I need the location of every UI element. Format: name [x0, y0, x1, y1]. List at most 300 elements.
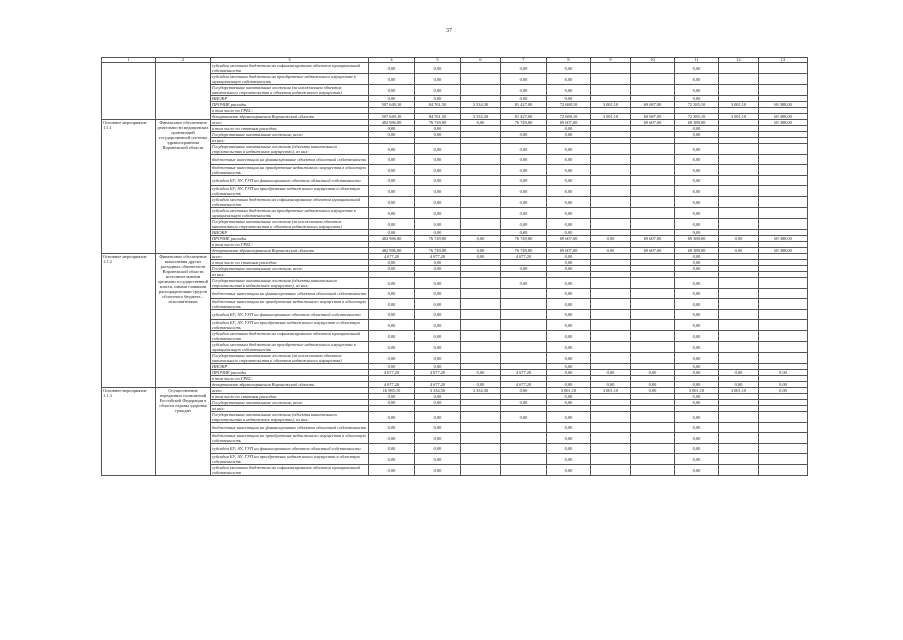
expense-label-cell: бюджетные инвестиции на приобретение недвижимого имущества в областную собственность [211, 299, 369, 310]
value-cell [719, 444, 759, 454]
value-cell: 0,00 [547, 254, 591, 260]
value-cell: 0,00 [631, 382, 675, 388]
value-cell: 0,00 [675, 342, 719, 353]
value-cell: 0,00 [675, 423, 719, 433]
value-cell: 0,00 [415, 155, 461, 165]
value-cell [591, 165, 631, 176]
value-cell: 0,00 [719, 370, 759, 376]
event-number-cell [102, 63, 156, 120]
value-cell [631, 208, 675, 219]
value-cell: 0,00 [369, 364, 415, 370]
value-cell [759, 289, 808, 299]
value-cell [719, 144, 759, 155]
value-cell: 0,00 [369, 186, 415, 197]
value-cell [631, 186, 675, 197]
column-number: 5 [415, 58, 461, 63]
value-cell [719, 85, 759, 96]
value-cell: 4 677,20 [369, 254, 415, 260]
value-cell: 0,00 [369, 85, 415, 96]
table-row [102, 63, 808, 74]
value-cell [501, 320, 547, 331]
column-number: 13 [759, 58, 808, 63]
value-cell [631, 320, 675, 331]
value-cell: 69 388,00 [759, 114, 808, 120]
value-cell: 0,00 [369, 126, 415, 132]
value-cell: 0,00 [547, 85, 591, 96]
value-cell: 0,00 [501, 155, 547, 165]
value-cell: 0,00 [461, 382, 501, 388]
value-cell: 482 986,80 [369, 120, 415, 126]
column-number: 9 [591, 58, 631, 63]
value-cell [719, 454, 759, 465]
value-cell: 507 649,10 [369, 102, 415, 108]
value-cell [501, 423, 547, 433]
value-cell [759, 412, 808, 423]
value-cell: 0,00 [547, 278, 591, 289]
expense-label-cell: департамент здравоохранения Воронежской области [211, 248, 369, 254]
value-cell [631, 63, 675, 74]
event-number-cell: Основное мероприятие 1.1.3 [102, 388, 156, 476]
value-cell: 76 749,80 [501, 236, 547, 242]
value-cell [719, 433, 759, 444]
value-cell: 0,00 [501, 266, 547, 272]
value-cell: 0,00 [415, 289, 461, 299]
value-cell: 72 688,10 [547, 114, 591, 120]
value-cell: 0,00 [501, 132, 547, 138]
value-cell: 0,00 [675, 310, 719, 320]
value-cell [461, 197, 501, 208]
value-cell [759, 331, 808, 342]
value-cell [719, 289, 759, 299]
value-cell: 507 649,10 [369, 114, 415, 120]
expense-label-cell: Государственные капитальные вложения (за исключением объектов капитального строительства и объектов недвижимого имущества) [211, 219, 369, 230]
value-cell: 0,00 [369, 230, 415, 236]
value-cell: 4 677,20 [501, 382, 547, 388]
value-cell: 0,00 [461, 248, 501, 254]
value-cell: 3 001,10 [719, 388, 759, 394]
value-cell: 0,00 [415, 310, 461, 320]
value-cell: 0,00 [415, 63, 461, 74]
value-cell: 72 385,10 [675, 102, 719, 108]
value-cell: 3 001,10 [675, 388, 719, 394]
value-cell [759, 278, 808, 289]
value-cell: 0,00 [369, 74, 415, 85]
value-cell: 0,00 [369, 394, 415, 400]
value-cell [461, 144, 501, 155]
value-cell [461, 465, 501, 476]
value-cell [631, 176, 675, 186]
value-cell [759, 310, 808, 320]
value-cell [591, 144, 631, 155]
expense-label-cell: в том числе по ГРБС: [211, 376, 369, 382]
value-cell [461, 299, 501, 310]
page-number: 37 [446, 28, 452, 34]
value-cell [631, 165, 675, 176]
value-cell: 0,00 [675, 230, 719, 236]
expense-label-cell: Государственные капитальные вложения (за исключением объектов капитального строительства и объектов недвижимого имущества) [211, 85, 369, 96]
expense-label-cell: субсидии БУ, АУ, ГУП на приобретение недвижимого имущества в областную собственность [211, 320, 369, 331]
value-cell: 69 388,00 [675, 120, 719, 126]
value-cell [461, 331, 501, 342]
value-cell [719, 219, 759, 230]
value-cell: 0,00 [675, 74, 719, 85]
value-cell: 0,00 [501, 278, 547, 289]
value-cell [461, 433, 501, 444]
value-cell [631, 412, 675, 423]
value-cell: 0,00 [415, 465, 461, 476]
value-cell: 0,00 [547, 74, 591, 85]
value-cell [461, 219, 501, 230]
value-cell: 0,00 [415, 454, 461, 465]
value-cell: 0,00 [369, 299, 415, 310]
value-cell [591, 342, 631, 353]
value-cell [631, 353, 675, 364]
value-cell [461, 289, 501, 299]
value-cell [719, 197, 759, 208]
value-cell [631, 310, 675, 320]
value-cell: 0,00 [591, 248, 631, 254]
value-cell: 0,00 [675, 433, 719, 444]
value-cell: 0,00 [675, 165, 719, 176]
value-cell: 4 677,20 [415, 382, 461, 388]
value-cell: 0,00 [591, 370, 631, 376]
value-cell [461, 85, 501, 96]
column-number: 12 [719, 58, 759, 63]
value-cell: 0,00 [461, 120, 501, 126]
value-cell [631, 444, 675, 454]
value-cell [461, 155, 501, 165]
value-cell [461, 342, 501, 353]
column-number: 4 [369, 58, 415, 63]
value-cell: 0,00 [675, 197, 719, 208]
value-cell: 0,00 [675, 144, 719, 155]
value-cell [759, 85, 808, 96]
value-cell: 0,00 [547, 394, 591, 400]
value-cell [631, 423, 675, 433]
value-cell: 76 749,80 [501, 120, 547, 126]
value-cell: 0,00 [675, 444, 719, 454]
column-number: 3 [211, 58, 369, 63]
expense-label-cell: бюджетные инвестиции на финансирование объектов областной собственности [211, 423, 369, 433]
value-cell: 0,00 [675, 465, 719, 476]
value-cell: 0,00 [415, 433, 461, 444]
expense-label-cell: бюджетные инвестиции на приобретение недвижимого имущества в областную собственность [211, 165, 369, 176]
expense-label-cell: субсидии местным бюджетам на приобретение недвижимого имущества в муниципальную собственность [211, 208, 369, 219]
value-cell: 76 749,80 [415, 120, 461, 126]
value-cell: 0,00 [369, 433, 415, 444]
value-cell: 0,00 [547, 96, 591, 102]
budget-table [101, 57, 808, 476]
value-cell [591, 353, 631, 364]
value-cell [719, 331, 759, 342]
value-cell [759, 176, 808, 186]
value-cell [591, 454, 631, 465]
value-cell: 0,00 [547, 412, 591, 423]
value-cell: 0,00 [675, 63, 719, 74]
value-cell: 0,00 [415, 219, 461, 230]
value-cell [759, 155, 808, 165]
value-cell: 4 677,20 [415, 370, 461, 376]
value-cell: 482 986,80 [369, 248, 415, 254]
value-cell: 0,00 [675, 382, 719, 388]
value-cell [501, 310, 547, 320]
value-cell [461, 320, 501, 331]
value-cell [461, 454, 501, 465]
expense-label-cell: субсидии БУ, АУ, ГУП на финансирование объектов областной собственности [211, 176, 369, 186]
value-cell: 0,00 [591, 236, 631, 242]
value-cell [631, 433, 675, 444]
value-cell: 0,00 [501, 176, 547, 186]
value-cell: 69 607,00 [547, 248, 591, 254]
value-cell: 0,00 [369, 423, 415, 433]
value-cell: 0,00 [369, 444, 415, 454]
value-cell: 0,00 [369, 454, 415, 465]
value-cell: 0,00 [501, 96, 547, 102]
value-cell: 0,00 [675, 260, 719, 266]
value-cell: 16 985,10 [369, 388, 415, 394]
value-cell: 0,00 [675, 353, 719, 364]
value-cell [631, 219, 675, 230]
event-name-cell: Финансовое обеспечение деятельности медицинских организаций государственной системы здравоохранения Воронежской области [156, 120, 211, 254]
value-cell [759, 74, 808, 85]
value-cell [631, 155, 675, 165]
value-cell: 0,00 [547, 331, 591, 342]
value-cell: 0,00 [547, 433, 591, 444]
value-cell: 0,00 [415, 394, 461, 400]
value-cell: 0,00 [369, 266, 415, 272]
value-cell [461, 353, 501, 364]
expense-label-cell: НИОКР [211, 230, 369, 236]
value-cell [591, 289, 631, 299]
value-cell [501, 289, 547, 299]
value-cell [759, 342, 808, 353]
value-cell: 0,00 [547, 342, 591, 353]
value-cell: 4 677,20 [501, 254, 547, 260]
value-cell [591, 465, 631, 476]
expense-label-cell: Государственные капитальные вложения, всего [211, 266, 369, 272]
event-number-cell: Основное мероприятие 1.1.1 [102, 120, 156, 254]
value-cell: 0,00 [675, 394, 719, 400]
value-cell: 0,00 [591, 382, 631, 388]
value-cell [759, 353, 808, 364]
value-cell: 0,00 [369, 320, 415, 331]
value-cell [719, 176, 759, 186]
value-cell: 0,00 [547, 320, 591, 331]
value-cell: 0,00 [547, 266, 591, 272]
value-cell [501, 331, 547, 342]
value-cell [591, 176, 631, 186]
value-cell: 0,00 [547, 165, 591, 176]
value-cell: 69 687,00 [631, 102, 675, 108]
value-cell: 69 388,00 [759, 102, 808, 108]
expense-label-cell: из них: [211, 406, 369, 412]
value-cell: 0,00 [369, 289, 415, 299]
value-cell: 0,00 [547, 364, 591, 370]
value-cell [631, 197, 675, 208]
column-number: 7 [501, 58, 547, 63]
value-cell: 0,00 [675, 454, 719, 465]
event-name-cell: Осуществление переданных полномочий Российской Федерации в области охраны здоровья граждан [156, 388, 211, 476]
value-cell: 0,00 [547, 260, 591, 266]
value-cell [461, 423, 501, 433]
value-cell [591, 331, 631, 342]
value-cell [461, 176, 501, 186]
value-cell: 0,00 [369, 310, 415, 320]
column-number: 8 [547, 58, 591, 63]
value-cell: 0,00 [369, 132, 415, 138]
value-cell [759, 208, 808, 219]
value-cell [591, 310, 631, 320]
value-cell [461, 186, 501, 197]
value-cell [719, 353, 759, 364]
value-cell [461, 165, 501, 176]
expense-label-cell: из них: [211, 138, 369, 144]
value-cell: 0,00 [547, 230, 591, 236]
expense-label-cell: в том числе по статьям расходов: [211, 394, 369, 400]
expense-label-cell: в том числе по ГРБС: [211, 242, 369, 248]
value-cell [719, 165, 759, 176]
expense-label-cell: департамент здравоохранения Воронежской области [211, 382, 369, 388]
value-cell: 0,00 [501, 144, 547, 155]
expense-label-cell: НИОКР [211, 96, 369, 102]
value-cell: 0,00 [369, 208, 415, 219]
value-cell: 0,00 [369, 165, 415, 176]
value-cell: 69 687,00 [631, 114, 675, 120]
value-cell [591, 320, 631, 331]
value-cell [759, 197, 808, 208]
value-cell [591, 74, 631, 85]
value-cell [591, 63, 631, 74]
expense-label-cell: Государственные капитальные вложения, всего [211, 400, 369, 406]
value-cell: 3 001,10 [719, 102, 759, 108]
expense-label-cell: бюджетные инвестиции на приобретение недвижимого имущества в областную собственность [211, 433, 369, 444]
value-cell: 0,00 [415, 331, 461, 342]
value-cell: 0,00 [415, 176, 461, 186]
value-cell [631, 144, 675, 155]
value-cell: 0,00 [547, 63, 591, 74]
expense-label-cell: НИОКР [211, 364, 369, 370]
value-cell: 0,00 [501, 219, 547, 230]
value-cell: 3 001,10 [591, 114, 631, 120]
value-cell: 0,00 [501, 197, 547, 208]
value-cell: 0,00 [501, 85, 547, 96]
value-cell: 76 749,80 [415, 248, 461, 254]
value-cell: 0,00 [675, 96, 719, 102]
value-cell [719, 310, 759, 320]
value-cell: 81 427,00 [501, 114, 547, 120]
expense-label-cell: субсидии БУ, АУ, ГУП на приобретение недвижимого имущества в областную собственность [211, 186, 369, 197]
value-cell [591, 412, 631, 423]
value-cell: 0,00 [631, 388, 675, 394]
value-cell [461, 63, 501, 74]
value-cell [501, 299, 547, 310]
value-cell: 0,00 [461, 370, 501, 376]
value-cell [591, 85, 631, 96]
value-cell: 0,00 [415, 266, 461, 272]
value-cell [719, 278, 759, 289]
value-cell [759, 63, 808, 74]
value-cell: 0,00 [369, 96, 415, 102]
value-cell: 0,00 [675, 254, 719, 260]
expense-label-cell: субсидии местным бюджетам на приобретение недвижимого имущества в муниципальную собственность [211, 74, 369, 85]
expense-label-cell: ПРОЧИЕ расходы [211, 236, 369, 242]
expense-label-cell: субсидии местным бюджетам на софинансирование объектов муниципальной собственности [211, 331, 369, 342]
column-number: 11 [675, 58, 719, 63]
value-cell: 4 677,20 [369, 382, 415, 388]
value-cell: 0,00 [547, 144, 591, 155]
value-cell [759, 433, 808, 444]
event-number-cell: Основное мероприятие 1.1.2 [102, 254, 156, 388]
value-cell: 0,00 [369, 176, 415, 186]
value-cell: 0,00 [547, 423, 591, 433]
expense-label-cell: ПРОЧИЕ расходы [211, 102, 369, 108]
expense-label-cell: всего [211, 254, 369, 260]
value-cell: 4 677,20 [501, 370, 547, 376]
value-cell: 0,00 [675, 176, 719, 186]
value-cell: 0,00 [501, 412, 547, 423]
value-cell [461, 444, 501, 454]
value-cell: 0,00 [501, 165, 547, 176]
value-cell: 4 677,20 [369, 370, 415, 376]
value-cell [461, 74, 501, 85]
value-cell: 69 388,00 [759, 120, 808, 126]
value-cell [719, 299, 759, 310]
value-cell: 0,00 [675, 412, 719, 423]
value-cell: 0,00 [369, 331, 415, 342]
value-cell [631, 342, 675, 353]
expense-label-cell: субсидии местным бюджетам на приобретение недвижимого имущества в муниципальную собственность [211, 342, 369, 353]
value-cell: 0,00 [675, 155, 719, 165]
value-cell [501, 342, 547, 353]
value-cell [759, 423, 808, 433]
value-cell: 69 388,00 [675, 248, 719, 254]
value-cell [461, 278, 501, 289]
event-name-cell: Финансовое обеспечение выполнения других расходных обязательств Воронежской области исполнительными органами государственной власти, иными главными распорядителями средств областного бюджета – исполнителями [156, 254, 211, 388]
value-cell: 3 334,30 [461, 102, 501, 108]
value-cell [501, 465, 547, 476]
value-cell [591, 186, 631, 197]
value-cell: 0,00 [501, 63, 547, 74]
value-cell: 0,00 [547, 400, 591, 406]
value-cell [591, 299, 631, 310]
expense-label-cell: Государственные капитальные вложения, всего [211, 132, 369, 138]
value-cell [631, 454, 675, 465]
value-cell: 0,00 [547, 454, 591, 465]
value-cell: 76 749,80 [501, 248, 547, 254]
value-cell [631, 74, 675, 85]
value-cell [759, 465, 808, 476]
value-cell: 0,00 [415, 144, 461, 155]
expense-label-cell: бюджетные инвестиции на финансирование объектов областной собственности [211, 289, 369, 299]
value-cell [461, 412, 501, 423]
value-cell [591, 423, 631, 433]
value-cell [461, 310, 501, 320]
value-cell: 0,00 [415, 260, 461, 266]
value-cell: 72 688,10 [547, 102, 591, 108]
value-cell: 0,00 [675, 186, 719, 197]
value-cell: 4 677,20 [415, 254, 461, 260]
expense-label-cell: субсидии БУ, АУ, ГУП на приобретение недвижимого имущества в областную собственность [211, 454, 369, 465]
value-cell [501, 454, 547, 465]
value-cell: 0,00 [547, 370, 591, 376]
value-cell: 0,00 [675, 278, 719, 289]
expense-label-cell: субсидии местным бюджетам на софинансирование объектов муниципальной собственности [211, 465, 369, 476]
value-cell: 0,00 [415, 96, 461, 102]
value-cell: 0,00 [675, 400, 719, 406]
value-cell: 0,00 [415, 208, 461, 219]
value-cell: 69 607,00 [631, 236, 675, 242]
value-cell: 0,00 [369, 144, 415, 155]
